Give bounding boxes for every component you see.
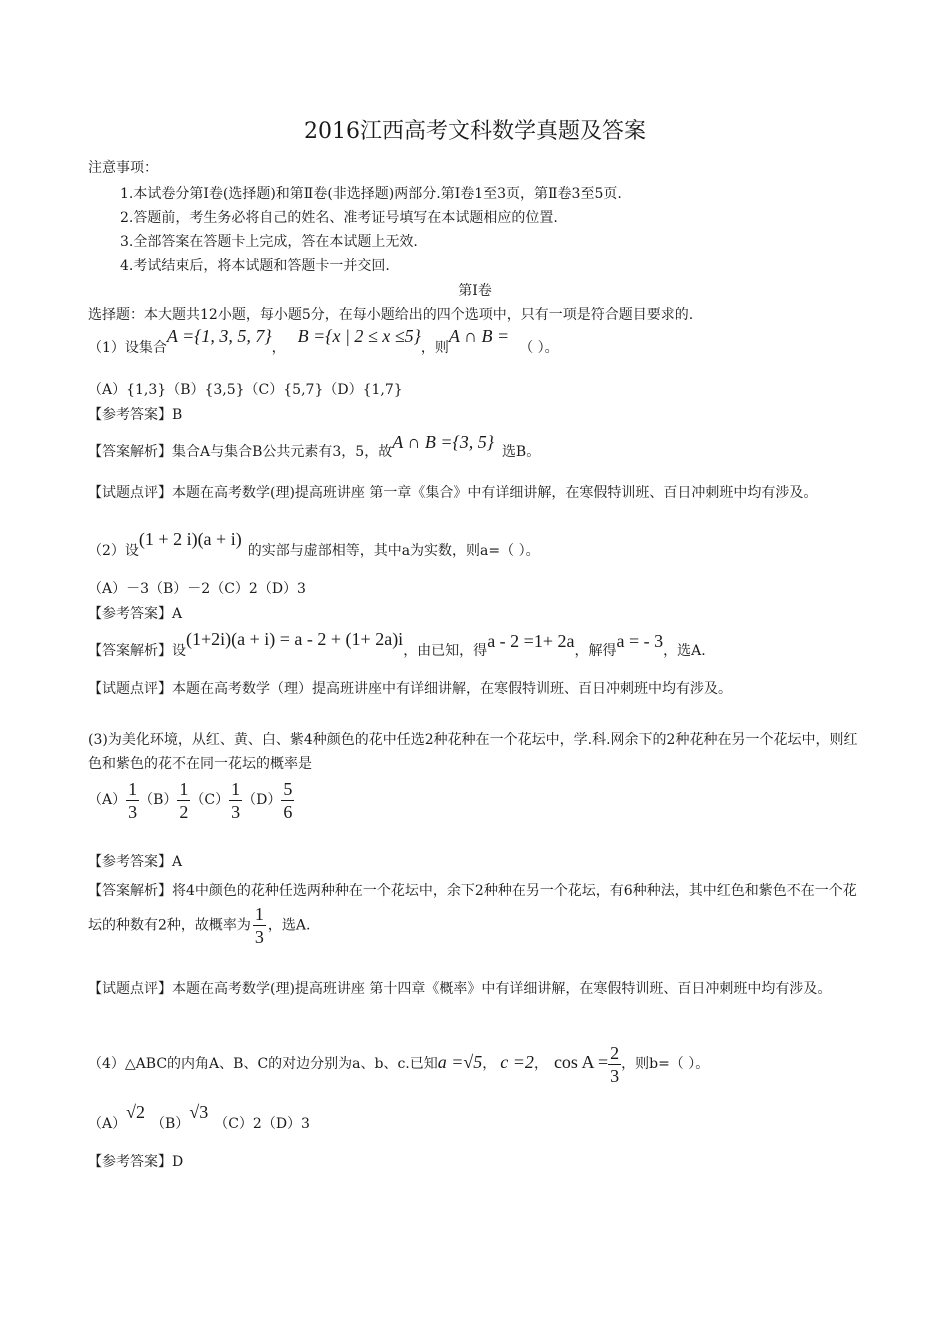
- q2-expression: (1 + 2 i)(a + i): [138, 529, 242, 549]
- q1-set-b: B ={x | 2 ≤ x ≤5}: [297, 326, 421, 346]
- q3-analysis-end: ，选A.: [267, 917, 311, 934]
- fraction-denominator: 2: [179, 801, 189, 822]
- q2-options: （A）－3（B）－2（C）2（D）3: [88, 581, 306, 597]
- q2-analysis-mid2: ，解得: [574, 643, 617, 659]
- q2-analysis-eq2: a - 2 =1+ 2a: [487, 631, 575, 651]
- fraction-denominator: 3: [254, 927, 264, 947]
- q2-stem: [88, 529, 540, 565]
- q1-stem-text: （1）设集合: [88, 340, 167, 356]
- q1-then: ，则: [420, 340, 449, 356]
- q1-answer: 【参考答案】B: [88, 407, 183, 423]
- q3-options: [88, 776, 294, 824]
- notice-heading: 注意事项：: [88, 160, 158, 176]
- q2-stem-end: 的实部与虚部相等，其中a为实数，则a=（ ）。: [247, 543, 540, 559]
- q4-answer: 【参考答案】D: [88, 1154, 184, 1170]
- q2-analysis-text: 【答案解析】设: [88, 643, 186, 659]
- q3-option-c-label: （C）: [190, 792, 230, 808]
- q1-analysis-text: 【答案解析】集合A与集合B公共元素有3，5，故: [88, 444, 393, 460]
- section-intro: 选择题：本大题共12小题，每小题5分，在每小题给出的四个选项中，只有一项是符合题目要求的.: [88, 307, 694, 323]
- q1-analysis-end: 选B。: [501, 444, 541, 460]
- fraction-denominator: 6: [283, 801, 293, 822]
- fraction-denominator: 3: [610, 1065, 620, 1086]
- q2-answer: 【参考答案】A: [88, 606, 183, 622]
- q2-analysis: [88, 629, 706, 665]
- q4-sep: ，: [482, 1056, 497, 1072]
- q1-comma: ，: [271, 340, 286, 356]
- q3-analysis-fraction: [253, 903, 266, 948]
- fraction-numerator: 5: [283, 778, 293, 799]
- q4-stem: [88, 1040, 709, 1087]
- q4-option-a-label: （A）: [88, 1116, 127, 1132]
- fraction-denominator: 3: [128, 801, 138, 822]
- fraction-denominator: 3: [231, 801, 241, 822]
- q2-review: 【试题点评】本题在高考数学（理）提高班讲座中有详细讲解，在寒假特训班、百日冲刺班中均有涉及。: [88, 681, 732, 697]
- q1-blank: （ ）。: [519, 340, 559, 356]
- notice-item: 1.本试卷分第Ⅰ卷(选择题)和第Ⅱ卷(非选择题)两部分.第Ⅰ卷1至3页，第Ⅱ卷3至5页.: [120, 186, 622, 202]
- q3-option-b-fraction: [177, 778, 190, 823]
- notice-item: 3.全部答案在答题卡上完成，答在本试题上无效.: [120, 234, 418, 250]
- q4-given-c: c =2: [500, 1052, 534, 1072]
- q3-option-d-fraction: [281, 778, 294, 823]
- q3-analysis-text: 【答案解析】将4中颜色的花种任选两种种在一个花坛中，余下2种种在另一个花坛，有6种种法，其中红色和紫色不在一个花坛的种数有2种，故概率为: [88, 883, 857, 934]
- q3-option-d-label: （D）: [242, 792, 282, 808]
- q4-given-a: a =√5: [437, 1052, 483, 1072]
- q4-option-b-label: （B）: [151, 1116, 190, 1132]
- notice-item: 4.考试结束后，将本试题和答题卡一并交回.: [120, 258, 390, 274]
- q2-analysis-eq1: (1+2i)(a + i) = a - 2 + (1+ 2a)i: [186, 629, 404, 649]
- q4-option-b-value: √3: [189, 1102, 209, 1122]
- fraction-numerator: 1: [231, 778, 241, 799]
- fraction-numerator: 1: [254, 904, 264, 924]
- q4-cos-label: cos A =: [553, 1052, 609, 1072]
- q2-analysis-mid1: ，由已知，得: [403, 643, 488, 659]
- q3-option-b-label: （B）: [139, 792, 178, 808]
- fraction-numerator: 1: [128, 778, 138, 799]
- q3-analysis: [88, 879, 868, 948]
- q4-stem-end: ，则b=（ ）。: [621, 1056, 710, 1072]
- q2-stem-text: （2）设: [88, 543, 139, 559]
- volume-heading: 第Ⅰ卷: [458, 283, 492, 299]
- q4-option-a-value: √2: [126, 1102, 146, 1122]
- q3-option-a-fraction: [126, 778, 139, 823]
- q3-stem: (3)为美化环境，从红、黄、白、紫4种颜色的花中任选2种花种在一个花坛中，学.科.网余下的2种花种在另一个花坛中，则红色和紫色的花不在同一花坛的概率是: [88, 732, 858, 772]
- q1-analysis-math: A ∩ B ={3, 5}: [392, 432, 494, 452]
- q4-cos-fraction: [608, 1042, 621, 1087]
- q1-stem: [88, 326, 559, 362]
- q4-option-rest: （C）2（D）3: [214, 1116, 310, 1132]
- q4-stem-text: （4）△ABC的内角A、B、C的对边分别为a、b、c.已知: [88, 1056, 438, 1072]
- q4-options: [88, 1102, 310, 1144]
- q1-options: （A）{1,3}（B）{3,5}（C）{5,7}（D）{1,7}: [88, 382, 403, 398]
- fraction-numerator: 2: [610, 1042, 620, 1063]
- q3-option-a-label: （A）: [88, 792, 127, 808]
- notice-item: 2.答题前，考生务必将自己的姓名、准考证号填写在本试题相应的位置.: [120, 210, 558, 226]
- q1-analysis: [88, 432, 541, 466]
- q3-option-c-fraction: [229, 778, 242, 823]
- q2-analysis-eq3: a = - 3: [616, 631, 664, 651]
- q2-analysis-end: ，选A.: [663, 643, 706, 659]
- q3-answer: 【参考答案】A: [88, 854, 183, 870]
- q1-set-a: A ={1, 3, 5, 7}: [166, 326, 272, 346]
- q1-review: 【试题点评】本题在高考数学(理)提高班讲座 第一章《集合》中有详细讲解，在寒假特训班、百日冲刺班中均有涉及。: [88, 485, 818, 501]
- q4-sep: ，: [533, 1056, 548, 1072]
- q1-intersection: A ∩ B =: [448, 326, 510, 346]
- q3-review: 【试题点评】本题在高考数学(理)提高班讲座 第十四章《概率》中有详细讲解，在寒假特训班、百日冲刺班中均有涉及。: [88, 981, 832, 997]
- fraction-numerator: 1: [179, 778, 189, 799]
- page-title: 2016江西高考文科数学真题及答案: [304, 119, 646, 144]
